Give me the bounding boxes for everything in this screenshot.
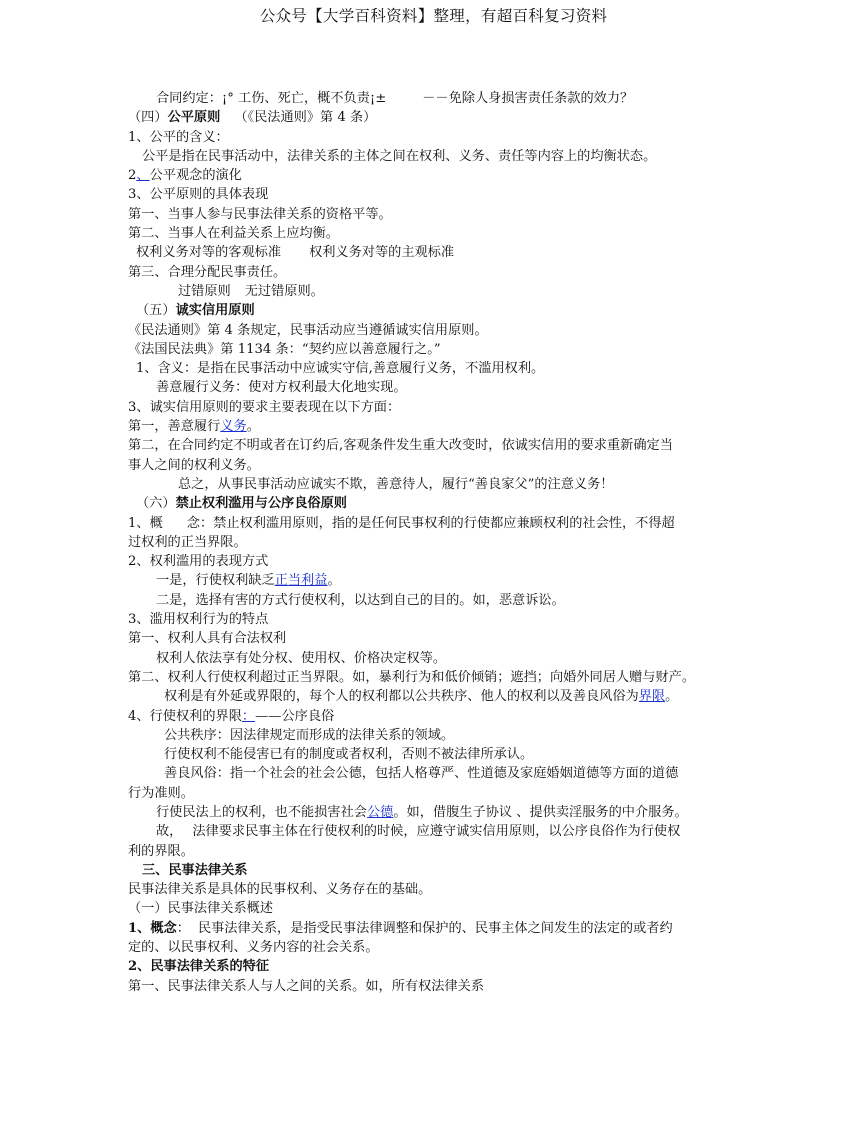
text-line: 民事法律关系是具体的民事权利、义务存在的基础。 bbox=[128, 882, 432, 898]
text-line: 3、滥用权利行为的特点 bbox=[128, 612, 269, 628]
text-line: 善意履行义务：使对方权利最大化地实现。 bbox=[156, 380, 407, 396]
text-line: 行使民法上的权利，也不能损害社会公德。如，借腹生子协议 、提供卖淫服务的中介服务。 bbox=[156, 804, 688, 820]
inline-link[interactable]: 正当利益 bbox=[274, 573, 328, 589]
text-line: 《民法通则》第 4 条规定，民事活动应当遵循诚实信用原则。 bbox=[128, 322, 488, 338]
text-line: 第一，善意履行义务。 bbox=[128, 419, 260, 435]
text-line: 故， 法律要求民事主体在行使权利的时候，应遵守诚实信用原则，以公序良俗作为行使权 bbox=[156, 824, 681, 840]
text-line: 第三、合理分配民事责任。 bbox=[128, 264, 287, 280]
text-line: 行为准则。 bbox=[128, 785, 194, 801]
text-line: 定的、以民事权利、义务内容的社会关系。 bbox=[128, 940, 379, 956]
section-heading: （六）禁止权利滥用与公序良俗原则 bbox=[136, 496, 347, 512]
document-body bbox=[128, 89, 778, 996]
page-header: 公众号【大学百科资料】整理，有超百科复习资料 bbox=[259, 7, 608, 25]
text-line: 过权利的正当界限。 bbox=[128, 534, 247, 550]
text-line: 第一、民事法律关系人与人之间的关系。如，所有权法律关系 bbox=[128, 978, 485, 994]
text-line: 公共秩序：因法律规定而形成的法律关系的领域。 bbox=[164, 727, 455, 743]
text-line: 第二，在合同约定不明或者在订约后,客观条件发生重大改变时，依诚实信用的要求重新确定当 bbox=[128, 438, 673, 454]
section-heading: （四）公平原则 （《民法通则》第 4 条） bbox=[128, 110, 377, 126]
text-line: 1、含义：是指在民事活动中应诚实守信,善意履行义务，不滥用权利。 bbox=[136, 361, 545, 377]
text-line: 二是，选择有害的方式行使权利，以达到自己的目的。如，恶意诉讼。 bbox=[156, 592, 565, 608]
section-heading: 三、民事法律关系 bbox=[142, 862, 248, 878]
text-line: 第一、权利人具有合法权利 bbox=[128, 631, 287, 647]
text-line: 善良风俗：指一个社会的社会公德，包括人格尊严、性道德及家庭婚姻道德等方面的道德 bbox=[164, 766, 679, 782]
inline-link[interactable]: 、 bbox=[136, 168, 150, 184]
inline-link[interactable]: 义务 bbox=[220, 419, 247, 435]
text-line: 1、概念： 民事法律关系，是指受民事法律调整和保护的、民事主体之间发生的法定的或者约 bbox=[128, 920, 673, 936]
text-line: 1、公平的含义： bbox=[128, 129, 229, 145]
text-line: 权利人依法享有处分权、使用权、价格决定权等。 bbox=[156, 650, 447, 666]
text-line: 《法国民法典》第 1134 条：“契约应以善意履行之。” bbox=[128, 341, 441, 357]
text-line: 利的界限。 bbox=[128, 843, 194, 859]
section-heading: （五）诚实信用原则 bbox=[136, 303, 255, 319]
text-line: 3、诚实信用原则的要求主要表现在以下方面： bbox=[128, 399, 401, 415]
text-line: 2、公平观念的演化 bbox=[128, 168, 242, 184]
text-line: 第一、当事人参与民事法律关系的资格平等。 bbox=[128, 206, 392, 222]
subsection-heading: 2、民事法律关系的特征 bbox=[128, 959, 270, 975]
text-line: 过错原则 无过错原则。 bbox=[178, 283, 324, 299]
inline-link[interactable]: 公德 bbox=[367, 804, 394, 820]
text-line: 权利义务对等的客观标准 权利义务对等的主观标准 bbox=[136, 245, 455, 261]
text-line: 事人之间的权利义务。 bbox=[128, 457, 260, 473]
text-line: 第二、当事人在利益关系上应均衡。 bbox=[128, 226, 339, 242]
text-line: 合同约定：¡° 工伤、死亡，概不负责¡± －－免除人身损害责任条款的效力？ bbox=[156, 91, 634, 106]
text-line: 1、概 念：禁止权利滥用原则，指的是任何民事权利的行使都应兼顾权利的社会性，不得超 bbox=[128, 515, 675, 531]
text-line: 第二、权利人行使权利超过正当界限。如，暴利行为和低价倾销；遮挡；向婚外同居人赠与财产。 bbox=[128, 669, 696, 685]
text-line: 总之，从事民事活动应诚实不欺，善意待人，履行“善良家父”的注意义务！ bbox=[178, 476, 614, 492]
text-line: 4、行使权利的界限：——公序良俗 bbox=[128, 708, 335, 724]
text-line: 行使权利不能侵害已有的制度或者权利，否则不被法律所承认。 bbox=[164, 747, 534, 763]
text-line: 2、权利滥用的表现方式 bbox=[128, 554, 269, 570]
text-line: 3、公平原则的具体表现 bbox=[128, 187, 269, 203]
inline-link[interactable]: 界限 bbox=[638, 689, 666, 705]
text-line: 权利是有外延或界限的，每个人的权利都以公共秩序、他人的权利以及善良风俗为界限。 bbox=[164, 689, 679, 705]
text-line: 公平是指在民事活动中，法律关系的主体之间在权利、义务、责任等内容上的均衡状态。 bbox=[142, 148, 657, 164]
text-line: 一是，行使权利缺乏正当利益。 bbox=[156, 573, 341, 589]
inline-link[interactable]: ： bbox=[241, 708, 256, 724]
subsection-heading: （一）民事法律关系概述 bbox=[128, 901, 274, 917]
